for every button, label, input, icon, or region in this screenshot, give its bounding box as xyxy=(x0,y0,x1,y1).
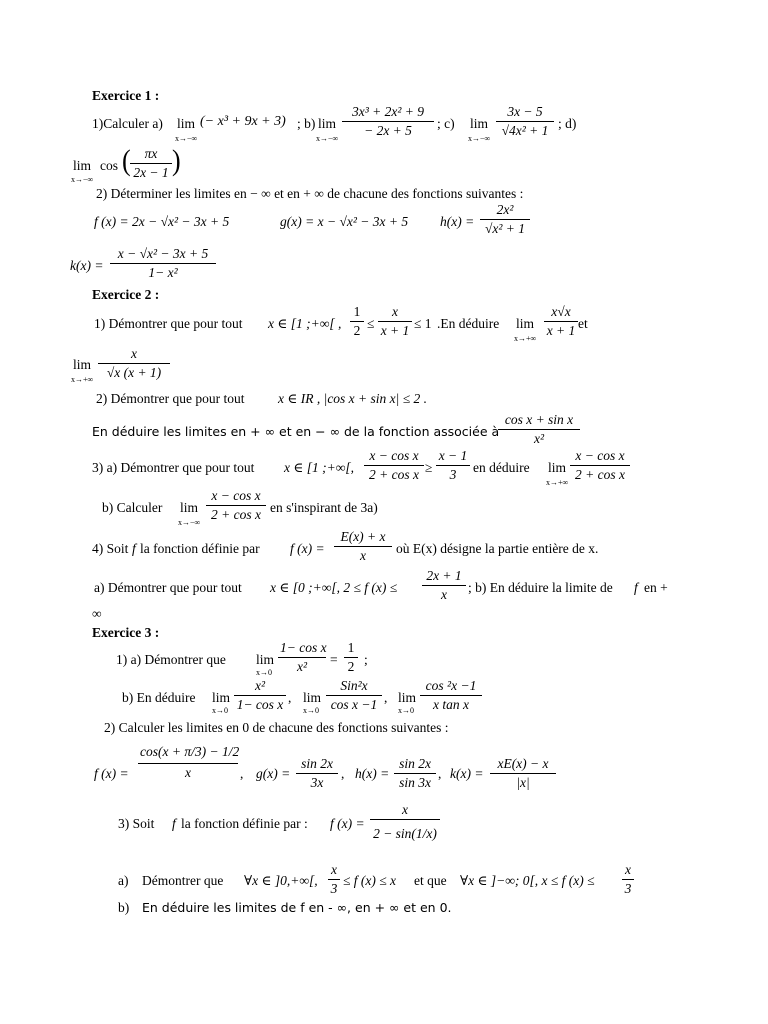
ex2-q2-ineq: x ∈ IR , |cos x + sin x| ≤ 2 . xyxy=(278,391,428,406)
ex3-qa-frac2-num: x xyxy=(622,862,634,880)
ex3-f-lhs: f (x) = xyxy=(94,766,129,781)
ex3-q1a-lim: lim xyxy=(256,652,275,667)
ex1-a-lim: lim xyxy=(177,116,196,131)
ex3-q1a-result xyxy=(344,640,358,675)
ex3-qa-ineq2: ∀x ∈ ]−∞; 0[, x ≤ f (x) ≤ xyxy=(460,873,595,888)
ex2-q1-le: ≤ xyxy=(367,316,375,331)
ex3-q1a-rden: 2 xyxy=(347,659,355,674)
ex1-d-den: 2x − 1 xyxy=(133,165,169,180)
ex2-q4-fraction xyxy=(334,529,392,564)
ex2-q4-mid: la fonction définie par xyxy=(140,541,260,556)
ex3-q1b-d3: x tan x xyxy=(433,697,469,712)
ex3-q1a-fraction xyxy=(278,640,326,675)
ex3-qb-label: b) xyxy=(118,900,130,915)
ex3-f-num: cos(x + π/3) − 1/2 xyxy=(138,744,238,764)
ex3-sep-f: , xyxy=(240,766,244,781)
ex2-q3b-fraction xyxy=(206,488,266,523)
exercise-2-title: Exercice 2 : xyxy=(92,287,160,302)
ex2-q3-ge: ≥ xyxy=(425,460,433,475)
ex3-q1b-d1: 1− cos x xyxy=(236,697,284,712)
ex3-q1b-lim1: lim xyxy=(212,690,231,705)
ex3-q1b-frac1 xyxy=(234,678,286,713)
ex3-q3-f: f xyxy=(172,816,176,831)
ex3-q3-text: 3) Soit xyxy=(118,816,155,831)
ex3-q1b-lim3-sub: x→0 xyxy=(398,706,414,715)
ex2-q1-lim: lim xyxy=(516,316,535,331)
ex1-q2: 2) Déterminer les limites en − ∞ et en + ∞ de chacune des fonctions suivantes : xyxy=(96,186,524,201)
ex1-c-num: 3x − 5 xyxy=(496,104,554,122)
ex1-d-fraction xyxy=(130,146,172,181)
ex3-q1b-frac3 xyxy=(420,678,482,713)
ex2-q4a-tail: ; b) En déduire la limite de xyxy=(468,580,613,595)
ex3-qa-ineq1: ∀x ∈ ]0,+∞[, xyxy=(244,873,318,888)
ex2-q4-text: 4) Soit xyxy=(92,541,129,556)
ex2-q3b-tail: en s'inspirant de 3a) xyxy=(270,500,378,515)
ex2-q1-lim2-fraction xyxy=(98,346,170,381)
ex3-q1b-n1: x² xyxy=(234,678,286,696)
ex2-q3-lden: 2 + cos x xyxy=(575,467,625,482)
ex1-q1-prefix: 1)Calculer a) xyxy=(92,116,163,131)
ex3-q1a-rnum: 1 xyxy=(344,640,358,658)
ex2-q2-deduce: En déduire les limites en + ∞ et en − ∞ de la fonction associée à xyxy=(92,424,500,439)
ex2-q1-lim2-den: √x (x + 1) xyxy=(106,365,162,380)
ex1-d-cos: cos xyxy=(100,158,118,173)
ex3-h-fraction xyxy=(394,756,436,791)
ex2-q4a-inf: ∞ xyxy=(92,606,102,621)
ex3-q1a-end: ; xyxy=(364,652,368,667)
ex3-qa-label: a) xyxy=(118,873,129,888)
ex1-c-fraction xyxy=(496,104,554,139)
ex3-q1b-d2: cos x −1 xyxy=(330,697,378,712)
ex3-q1a-num: 1− cos x xyxy=(278,640,326,658)
ex1-d-rparen: ) xyxy=(172,143,181,178)
ex3-q1b-lim2: lim xyxy=(303,690,322,705)
ex1-b-num: 3x³ + 2x² + 9 xyxy=(342,104,434,122)
ex2-q3-lim: lim xyxy=(548,460,567,475)
ex2-q4a-f: f xyxy=(634,580,638,595)
ex2-q4a-fraction xyxy=(422,568,466,603)
ex2-q4-f: f xyxy=(132,541,136,556)
ex3-qa-frac1-num: x xyxy=(328,862,340,880)
ex2-q1-domain: x ∈ [1 ;+∞[ , xyxy=(268,316,342,331)
ex1-d-num: πx xyxy=(130,146,172,164)
ex2-q1-half xyxy=(350,304,364,339)
ex3-g-num: sin 2x xyxy=(296,756,338,774)
ex3-q1b-lim2-sub: x→0 xyxy=(303,706,319,715)
ex3-q1a-text: 1) a) Démontrer que xyxy=(116,652,226,667)
ex1-c-lim-sub: x→−∞ xyxy=(468,134,491,143)
exercise-1-title: Exercice 1 : xyxy=(92,88,160,103)
ex2-q3-lim-sub: x→+∞ xyxy=(546,478,569,487)
ex3-q1b-frac2 xyxy=(326,678,382,713)
ex2-q2-den: x² xyxy=(533,431,545,446)
ex2-q3b-lim: lim xyxy=(180,500,199,515)
ex2-q3b-text: b) Calculer xyxy=(102,500,163,515)
ex3-h-lhs: h(x) = xyxy=(355,766,390,781)
ex2-q1-deduce: .En déduire xyxy=(437,316,500,331)
ex3-qa-frac1 xyxy=(328,862,340,897)
ex2-q3-den2: 3 xyxy=(449,467,457,482)
ex1-d-lim: lim xyxy=(73,158,92,173)
ex3-qb-text: En déduire les limites de f en - ∞, en + ∞ et en 0. xyxy=(142,900,452,915)
ex2-q1-fraction xyxy=(378,304,412,339)
ex3-q1b-n3: cos ²x −1 xyxy=(420,678,482,696)
ex3-qa-frac2 xyxy=(622,862,634,897)
ex3-q1b-sep1: , xyxy=(288,690,292,705)
ex3-q1b-lim3: lim xyxy=(398,690,417,705)
ex2-q2-num: cos x + sin x xyxy=(498,412,580,430)
ex3-q3-num: x xyxy=(370,802,440,820)
ex3-q1b-n2: Sin²x xyxy=(326,678,382,696)
ex3-qa-frac2-den: 3 xyxy=(624,881,632,896)
ex3-sep-g: , xyxy=(341,766,345,781)
ex2-q3-lim-fraction xyxy=(570,448,630,483)
ex1-h-den: √x² + 1 xyxy=(484,221,526,236)
ex1-c-lim: lim xyxy=(470,116,489,131)
ex1-k-num: x − √x² − 3x + 5 xyxy=(110,246,216,264)
ex3-k-lhs: k(x) = xyxy=(450,766,484,781)
ex2-q1-frac-num: x xyxy=(378,304,412,322)
ex2-q3b-lim-sub: x→−∞ xyxy=(178,518,201,527)
ex1-b-label: ; b) xyxy=(297,116,316,131)
ex3-q1a-den: x² xyxy=(296,659,308,674)
ex2-q4-tail: où E(x) désigne la partie entière de x. xyxy=(396,541,599,556)
ex1-d-lim-sub: x→−∞ xyxy=(71,175,94,184)
ex2-q1-lim-den: x + 1 xyxy=(546,323,576,338)
ex1-k-fraction xyxy=(110,246,216,281)
ex2-q3-frac2 xyxy=(436,448,470,483)
ex2-q1-lim2: lim xyxy=(73,357,92,372)
ex2-q4a-num: 2x + 1 xyxy=(422,568,466,586)
ex2-q4a-den: x xyxy=(441,587,447,602)
ex3-sep-h: , xyxy=(438,766,442,781)
ex3-q1a-eq: = xyxy=(330,652,338,667)
ex2-q1-half-num: 1 xyxy=(350,304,364,322)
ex3-q3-lhs: f (x) = xyxy=(330,816,365,831)
ex2-q3b-den: 2 + cos x xyxy=(211,507,261,522)
ex3-f-den: x xyxy=(185,765,191,780)
ex3-q1b-lim1-sub: x→0 xyxy=(212,706,228,715)
ex1-b-lim-sub: x→−∞ xyxy=(316,134,339,143)
ex2-q1-et: et xyxy=(578,316,588,331)
ex1-d-label: ; d) xyxy=(558,116,577,131)
ex3-g-fraction xyxy=(296,756,338,791)
ex2-q3b-num: x − cos x xyxy=(206,488,266,506)
ex2-q3-num1: x − cos x xyxy=(364,448,424,466)
ex2-q1-lim2-num: x xyxy=(98,346,170,364)
ex3-q3-mid: la fonction définie par : xyxy=(181,816,308,831)
ex2-q3-frac1 xyxy=(364,448,424,483)
ex3-q3-fraction xyxy=(370,802,440,842)
ex1-a-lim-sub: x→−∞ xyxy=(175,134,198,143)
ex3-f-fraction xyxy=(138,744,238,781)
ex1-g-def: g(x) = x − √x² − 3x + 5 xyxy=(280,214,409,229)
ex3-k-fraction xyxy=(490,756,556,791)
ex1-a-expr: (− x³ + 9x + 3) xyxy=(200,114,286,129)
exercise-3-title: Exercice 3 : xyxy=(92,625,160,640)
ex1-h-lhs: h(x) = xyxy=(440,214,475,229)
ex3-g-den: 3x xyxy=(310,775,324,790)
ex3-qa-ineq1b: ≤ f (x) ≤ x xyxy=(343,873,397,888)
ex2-q3-deduce: en déduire xyxy=(473,460,530,475)
ex2-q2-fraction xyxy=(498,412,580,447)
ex3-q1a-lim-sub: x→0 xyxy=(256,668,272,677)
ex2-q4a-ineq: x ∈ [0 ;+∞[, 2 ≤ f (x) ≤ xyxy=(270,580,398,595)
ex2-q1-frac-den: x + 1 xyxy=(380,323,410,338)
ex2-q1-lim-sub: x→+∞ xyxy=(514,334,537,343)
ex3-q3-den: 2 − sin(1/x) xyxy=(373,826,437,841)
ex1-b-lim: lim xyxy=(318,116,337,131)
ex2-q3-den1: 2 + cos x xyxy=(369,467,419,482)
ex2-q3-domain: x ∈ [1 ;+∞[, xyxy=(284,460,354,475)
ex1-d-lparen: ( xyxy=(122,143,131,178)
ex2-q1-lim2-sub: x→+∞ xyxy=(71,375,94,384)
ex3-q2-text: 2) Calculer les limites en 0 de chacune des fonctions suivantes : xyxy=(104,720,449,735)
ex2-q4-lhs: f (x) = xyxy=(290,541,325,556)
ex3-h-den: sin 3x xyxy=(399,775,431,790)
ex3-q1b-text: b) En déduire xyxy=(122,690,196,705)
ex3-qa-text: Démontrer que xyxy=(142,873,224,888)
ex2-q4a-end: en + xyxy=(644,580,668,595)
ex2-q3-text: 3) a) Démontrer que pour tout xyxy=(92,460,255,475)
ex1-k-den: 1− x² xyxy=(148,265,178,280)
ex3-k-num: xE(x) − x xyxy=(490,756,556,774)
ex2-q1-lim-num: x√x xyxy=(544,304,578,322)
ex3-qa-frac1-den: 3 xyxy=(330,881,338,896)
ex1-h-fraction xyxy=(480,202,530,237)
ex2-q4a-text: a) Démontrer que pour tout xyxy=(94,580,242,595)
ex1-c-label: ; c) xyxy=(437,116,455,131)
ex1-f-def: f (x) = 2x − √x² − 3x + 5 xyxy=(94,214,230,229)
ex1-h-num: 2x² xyxy=(480,202,530,220)
ex3-q1b-sep2: , xyxy=(384,690,388,705)
ex2-q4-den: x xyxy=(360,548,366,563)
ex1-c-den: √4x² + 1 xyxy=(501,123,549,138)
ex3-qa-and: et que xyxy=(414,873,447,888)
ex2-q1-text: 1) Démontrer que pour tout xyxy=(94,316,243,331)
ex2-q1-lim-fraction xyxy=(544,304,578,339)
ex3-h-num: sin 2x xyxy=(394,756,436,774)
ex1-k-lhs: k(x) = xyxy=(70,258,104,273)
ex2-q3-lnum: x − cos x xyxy=(570,448,630,466)
ex2-q1-half-den: 2 xyxy=(353,323,361,338)
ex1-b-den: − 2x + 5 xyxy=(364,123,412,138)
ex2-q1-le1: ≤ 1 xyxy=(414,316,432,331)
ex2-q3-num2: x − 1 xyxy=(436,448,470,466)
ex1-b-fraction xyxy=(342,104,434,139)
ex3-k-den: |x| xyxy=(516,775,530,790)
ex3-g-lhs: g(x) = xyxy=(256,766,291,781)
ex2-q2-text: 2) Démontrer que pour tout xyxy=(96,391,245,406)
ex2-q4-num: E(x) + x xyxy=(334,529,392,547)
